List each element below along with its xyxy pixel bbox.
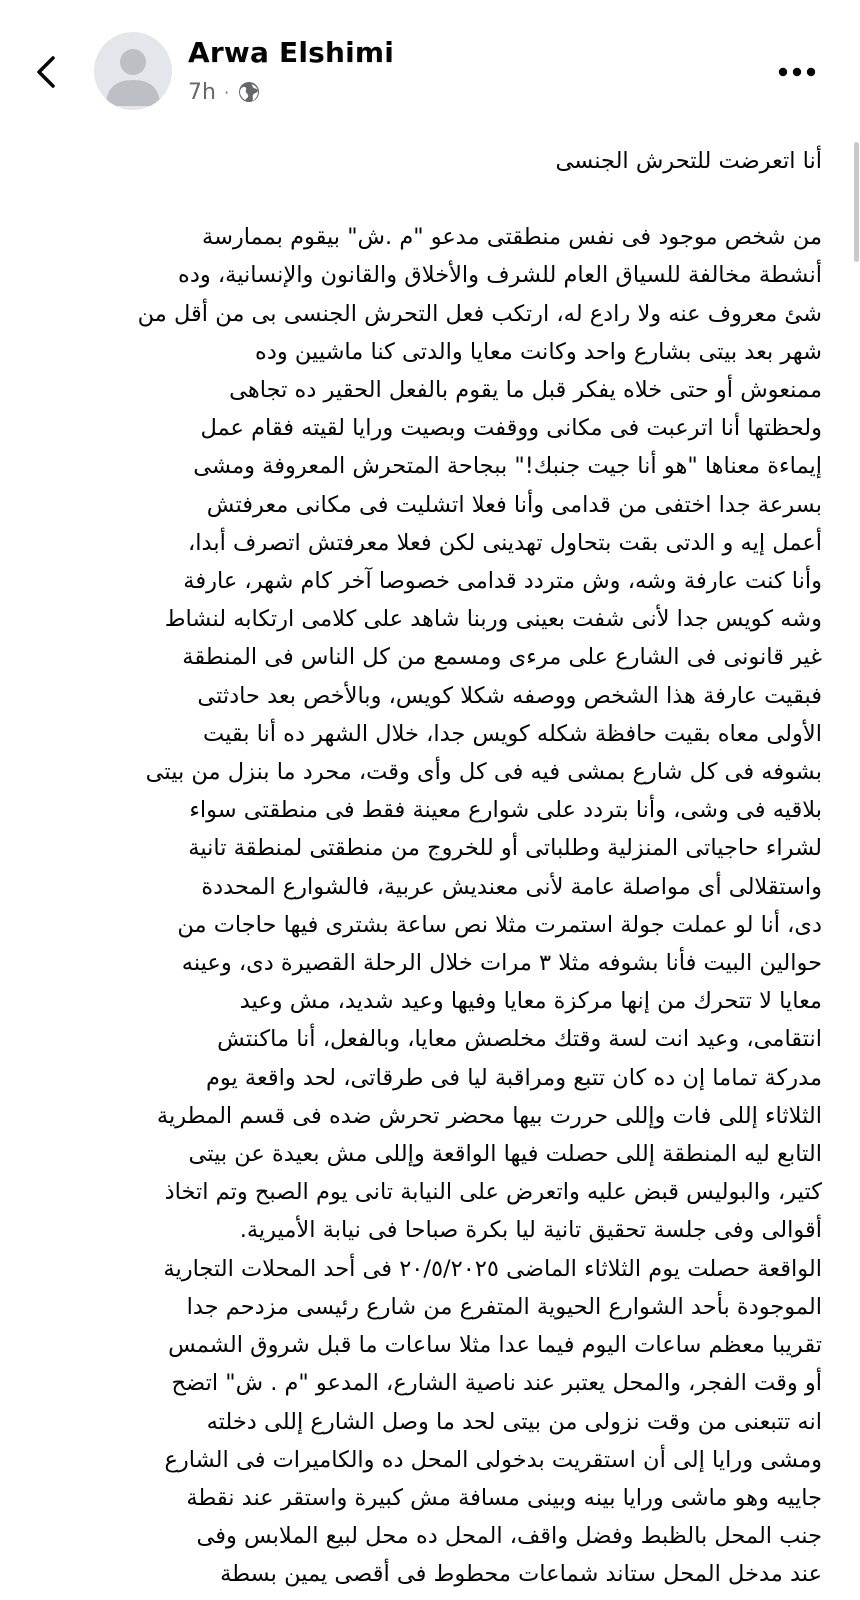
post-text-line: انه تتبعنى من وقت نزولى من بيتى لحد ما وصل الشارع إللى دخلته [206,1408,822,1435]
globe-icon[interactable] [237,80,261,104]
post-text-line: الثلاثاء إللى فات وإللى حررت بيها محضر تحرش ضده فى قسم المطرية [156,1102,822,1129]
post-text-line: وشه كويس جدا لأنى شفت بعينى وربنا شاهد على كلامى ارتكابه لنشاط [164,606,822,633]
scrollbar[interactable] [852,140,860,1600]
post-header [0,0,860,130]
post-text-line: أقوالى وفى جلسة تحقيق تانية ليا بكرة صباحا فى نيابة الأميرية. [239,1217,822,1244]
post-text-line: أو وقت الفجر، والمحل يعتبر عند ناصية الشارع، المدعو "م . ش" اتضح [171,1370,822,1397]
post-text-line: الأولى معاه بقيت حافظة شكله كويس جدا، خلال الشهر ده أنا بقيت [202,720,822,747]
post-text-line: الواقعة حصلت يوم الثلاثاء الماضى ٢٠/٥/٢٠٢٥ فى أحد المحلات التجارية [163,1255,822,1282]
post-text-line: انتقامى، وعيد انت لسة وقتك مخلصش معايا، وبالفعل، أنا ماكنتش [217,1026,822,1053]
post-text-line: بشوفه فى كل شارع بمشى فيه فى كل وأى وقت، محرد ما بنزل من بيتى [145,759,822,786]
post-text-line: بسرعة جدا اختفى من قدامى وأنا فعلا اتشليت فى مكانى معرفتش [206,491,822,518]
post-text-line: فبقيت عارفة هذا الشخص ووصفه شكلا كويس، وبالأخص بعد حادثتى [197,682,822,709]
post-text-line: غير قانونى فى الشارع على مرءى ومسمع من كل الناس فى المنطقة [182,644,822,671]
post-text-line: شئ معروف عنه ولا رادع له، ارتكب فعل التحرش الجنسى بى من أقل من [137,300,822,327]
post-meta [188,76,261,108]
author-name[interactable]: Arwa Elshimi [188,36,395,69]
post-body [22,142,822,1594]
post-text-line: معايا لا تتحرك من إنها مركزة معايا وفيها وعيد شديد، مش وعيد [239,988,822,1015]
post-text-line: جاييه وهو ماشى ورايا بينه وبينى مسافة مش كبيرة واستقر عند نقطة [186,1484,822,1511]
post-text-line: إيماءة معناها "هو أنا جيت جنبك!" ببجاحة المتحرش المعروفة ومشى [193,453,822,480]
post-text-line: التابع ليه المنطقة إللى حصلت فيها الواقعة وإللى مش بعيدة عن بيتى [188,1141,822,1168]
post-text-line: أعمل إيه و الدتى بقت بتحاول تهدينى لكن فعلا معرفتش اتصرف أبدا، [188,529,822,556]
scrollbar-thumb[interactable] [854,142,859,262]
post-text-line: ولحظتها أنا اترعبت فى مكانى ووقفت وبصيت ورايا لقيته فقام عمل [200,415,822,442]
post-text-line: ومشى ورايا إلى أن استقريت بدخولى المحل ده والكاميرات فى الشارع [164,1446,822,1473]
avatar[interactable] [94,32,172,110]
post-text-line: جنب المحل بالظبط وفضل واقف، المحل ده محل لبيع الملابس وفى [196,1523,822,1550]
post-text-line: الموجودة بأحد الشوارع الحيوية المتفرع من شارع رئيسى مزدحم جدا [186,1293,822,1320]
post-text-line: ممنعوش أو حتى خلاه يفكر قبل ما يقوم بالفعل الحقير ده تجاهى [229,377,822,404]
post-text-line: شهر بعد بيتى بشارع واحد وكانت معايا والدتى كنا ماشيين وده [255,338,822,365]
post-text-line: كتير، والبوليس قبض عليه واتعرض على النيابة تانى يوم الصبح وتم اتخاذ [164,1179,822,1206]
post-text-line: تقريبا معظم ساعات اليوم فيما عدا مثلا ساعات ما قبل شروق الشمس [168,1332,822,1359]
post-text-line: بلاقيه فى وشى، وأنا بتردد على شوارع معينة فقط فى منطقتى سواء [189,797,822,824]
post-text-line: لشراء حاجياتى المنزلية وطلباتى أو للخروج من منطقتى لمنطقة تانية [188,835,822,862]
post-text-line: حوالين البيت فأنا بشوفه مثلا ٣ مرات خلال الرحلة القصيرة دى، وعينه [181,950,822,977]
meta-separator: · [223,82,230,102]
chevron-left-icon[interactable] [26,50,70,94]
post-text-line: عند مدخل المحل ستاند شماعات محطوط فى أقصى يمين بسطة [220,1561,822,1588]
post-text-line: من شخص موجود فى نفس منطقتى مدعو "م .ش" بيقوم بممارسة [202,224,822,251]
paragraph-gap [22,180,822,218]
post-text-line: دى، أنا لو عملت جولة استمرت مثلا نص ساعة بشترى فيها حاجات من [177,911,822,938]
post-text-line: أنشطة مخالفة للسياق العام للشرف والأخلاق والقانون والإنسانية، وده [178,262,822,289]
post-title: أنا اتعرضت للتحرش الجنسى [555,148,822,174]
post-text-line: وأنا كنت عارفة وشه، وش متردد قدامى خصوصا آخر كام شهر، عارفة [183,568,822,595]
default-avatar-icon [94,32,172,110]
more-horizontal-icon[interactable] [772,54,822,90]
post-text-line: واستقلالى أى مواصلة عامة لأنى معنديش عربية، فالشوارع المحددة [201,873,822,900]
post-text-line: مدركة تماما إن ده كان تتبع ومراقبة ليا فى طرقاتى، لحد واقعة يوم [205,1064,822,1091]
post-timestamp[interactable]: 7h [188,79,216,105]
post-text [22,218,822,1593]
